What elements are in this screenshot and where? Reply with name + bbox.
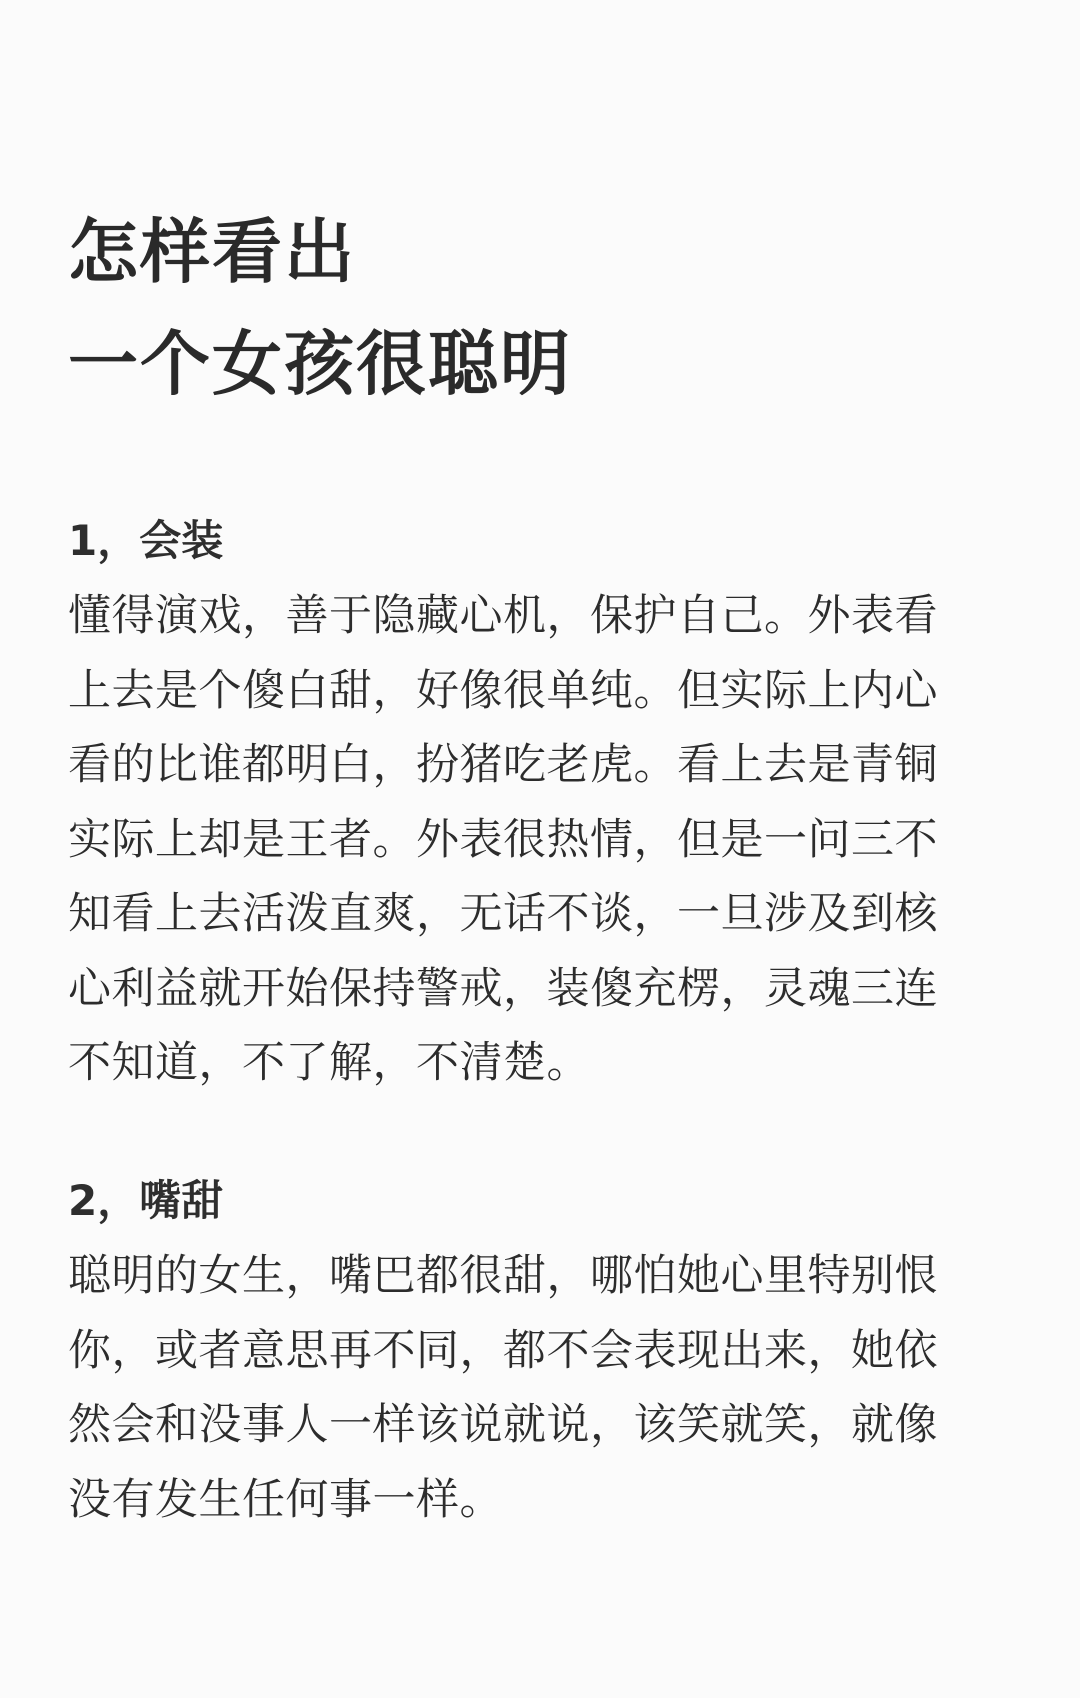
section-1-line-3: 看的比谁都明白，扮猪吃老虎。看上去是青铜 — [68, 740, 938, 790]
title-line-2: 一个女孩很聪明 — [68, 323, 572, 405]
section-2-line-1: 聪明的女生，嘴巴都很甜，哪怕她心里特别恨 — [68, 1251, 938, 1301]
section-1-line-5: 知看上去活泼直爽，无话不谈，一旦涉及到核 — [68, 889, 938, 939]
section-2-line-4: 没有发生任何事一样。 — [68, 1474, 503, 1525]
title-line-1: 怎样看出 — [68, 211, 356, 293]
section-1-line-2: 上去是个傻白甜，好像很单纯。但实际上内心 — [68, 665, 938, 716]
section-2-line-2: 你，或者意思再不同，都不会表现出来，她依 — [68, 1325, 938, 1376]
section-1-line-6: 心利益就开始保持警戒，装傻充楞，灵魂三连 — [68, 963, 938, 1014]
section-1 — [68, 503, 1028, 1101]
section-1-line-4: 实际上却是王者。外表很热情，但是一问三不 — [68, 814, 938, 865]
section-2 — [68, 1163, 1028, 1537]
article-title — [68, 196, 572, 420]
section-2-line-3: 然会和没事人一样该说就说，该笑就笑，就像 — [68, 1400, 938, 1450]
section-1-heading: 1，会装 — [68, 516, 224, 565]
section-2-body — [68, 1239, 1028, 1537]
section-1-line-1: 懂得演戏，善于隐藏心机，保护自己。外表看 — [68, 591, 938, 641]
section-2-heading: 2，嘴甜 — [68, 1176, 224, 1225]
section-1-body — [68, 579, 1028, 1101]
section-1-line-7: 不知道，不了解，不清楚。 — [68, 1038, 590, 1088]
